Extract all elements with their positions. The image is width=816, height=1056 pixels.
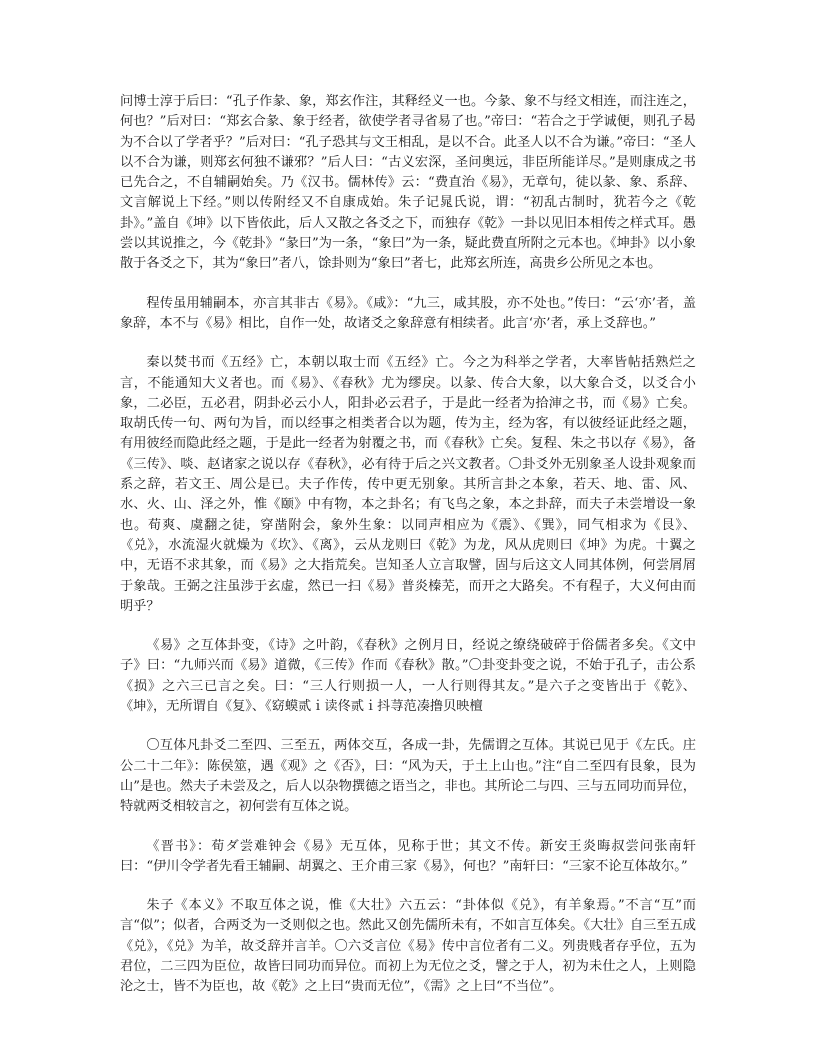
paragraph-5: 〇互体凡卦爻二至四、三至五，两体交互，各成一卦，先儒谓之互体。其说已见于《左氏。庄公二十二年》：陈侯筮，遇《观》之《否》，曰：“风为天，于土上山也。”注“自二至四有艮象，艮为山”是也。然夫子未尝及之，后人以杂物撰德之语当之，非也。其所论二与四、三与五同功而异位，特就两爻相较言之，初何尝有互体之说。 [120, 738, 696, 815]
document-body [120, 92, 696, 1017]
paragraph-1: 问博士淳于后曰：“孔子作彖、象，郑玄作注，其释经义一也。今彖、象不与经文相连，而注连之，何也？”后对曰：“郑玄合彖、象于经者，欲使学者寻省易了也。”帝曰：“若合之于学诚便，则孔子曷为不合以了学者乎？”后对曰：“孔子恐其与文王相乱，是以不合。此圣人以不合为谦。”帝曰：“圣人以不合为谦，则郑玄何独不谦邪？”后人曰：“古义宏深，圣问奥远，非臣所能详尽。”是则康成之书已先合之，不自辅嗣始矣。乃《汉书。儒林传》云：“费直治《易》，无章句，徒以彖、象、系辞、文言解说上下经。”则以传附经又不自康成始。朱子记晁氏说，谓：“初乱古制时，犹若今之《乾卦》。”盖自《坤》以下皆依此，后人又散之各爻之下，而独存《乾》一卦以见旧本相传之样式耳。愚尝以其说推之，今《乾卦》“彖曰”为一条，“象曰”为一条，疑此费直所附之元本也。《坤卦》以小象散于各爻之下，其为“象曰”者八，馀卦则为“象曰”者七，此郑玄所连，高贵乡公所见之本也。 [120, 94, 696, 272]
paragraph-7: 朱子《本义》不取互体之说，惟《大壮》六五云：“卦体似《兑》，有羊象焉。”不言“互”而言“似”；似者，合两爻为一爻则似之也。然此又创先儒所未有，不如言互体矣。《大壮》自三至五成《兑》，《兑》为羊，故爻辞并言羊。〇六爻言位《易》传中言位者有二义。列贵贱者存乎位，五为君位，二三四为臣位，故皆曰同功而异位。而初上为无位之爻，譬之于人，初为未仕之人，上则隐沦之士，皆不为臣也，故《乾》之上曰“贵而无位”，《需》之上曰“不当位”。 [120, 898, 696, 995]
paragraph-3: 秦以焚书而《五经》亡，本朝以取士而《五经》亡。今之为科举之学者，大率皆帖括熟烂之言，不能通知大义者也。而《易》、《春秋》尤为缪戾。以彖、传合大象，以大象合爻，以爻合小象，二必臣，五必君，阴卦必云小人，阳卦必云君子，于是此一经者为拾渖之书，而《易》亡矣。取胡氏传一句、两句为旨，而以经事之相类者合以为题，传为主，经为客，有以彼经证此经之题，有用彼经而隐此经之题，于是此一经者为射覆之书，而《春秋》亡矣。复程、朱之书以存《易》，备《三传》、啖、赵诸家之说以存《春秋》，必有待于后之兴文教者。〇卦爻外无别象圣人设卦观象而系之辞，若文王、周公是已。夫子作传，传中更无别象。其所言卦之本象，若天、地、雷、风、水、火、山、泽之外，惟《颐》中有物，本之卦名；有飞鸟之象，本之卦辞，而夫子未尝增设一象也。荀爽、虞翻之徒，穿凿附会，象外生象：以同声相应为《震》、《巽》，同气相求为《艮》、《兑》，水流湿火就燥为《坎》、《离》，云从龙则曰《乾》为龙，风从虎则曰《坤》为虎。十翼之中，无语不求其象，而《易》之大指荒矣。岂知圣人立言取譬，固与后这文人同其体例，何尝屑屑于象哉。王弼之注虽涉于玄虚，然已一扫《易》普炎榛芜，而开之大路矣。不有程子，大义何由而明乎？ [120, 355, 696, 614]
paragraph-2: 程传虽用辅嗣本，亦言其非古《易》。《咸》：“九三，咸其股，亦不处也。”传曰：“云‘亦’者，盖象辞，本不与《易》相比，自作一处，故诸爻之象辞意有相续者。此言‘亦’者，承上爻辞也。” [120, 295, 696, 331]
paragraph-6: 《晋书》：荀ダ尝难钟会《易》无互体，见称于世；其文不传。新安王炎晦叔尝问张南轩曰：“伊川令学者先看王辅嗣、胡翼之、王介甫三家《易》，何也？”南轩曰：“三家不论互体故尔。” [120, 838, 696, 874]
paragraph-4: 《易》之互体卦变，《诗》之叶韵，《春秋》之例月日，经说之缭绕破碎于俗儒者多矣。《文中子》曰：“九师兴而《易》道微，《三传》作而《春秋》散。”〇卦变卦变之说，不始于孔子，击公系《损》之六三已言之矣。曰：“三人行则损一人，一人行则得其友。”是六子之变皆出于《乾》、《坤》，无所谓自《复》、《窈蟆贰ｉ读佟贰ｉ抖荨范凑撸贝映檀 [120, 638, 696, 715]
